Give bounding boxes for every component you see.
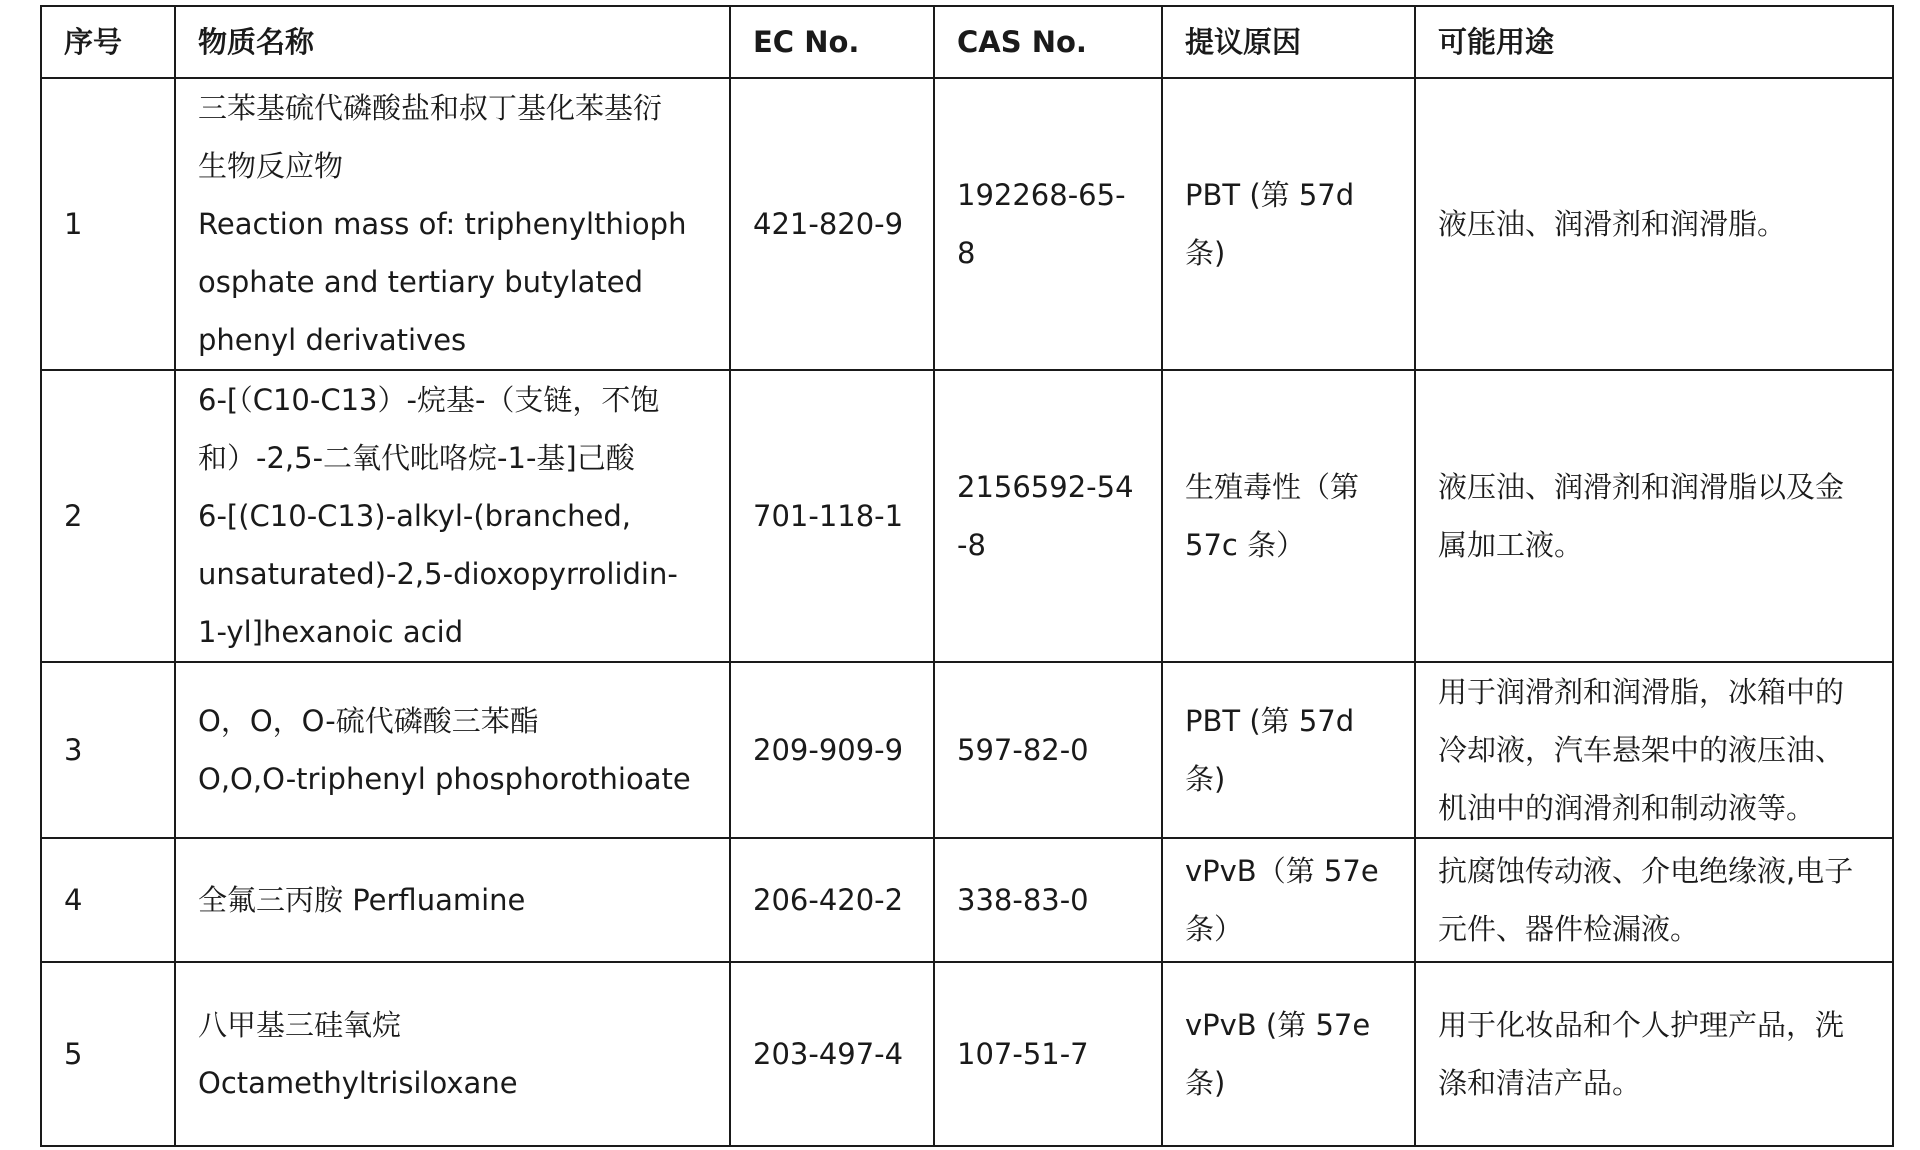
use-line: 液压油、润滑剂和润滑脂以及金 [1438,470,1845,504]
name-line: O，O，O-硫代磷酸三苯酯 [198,704,539,738]
cell-serial-no: 4 [41,838,175,962]
cas-line: 2156592-54 [957,470,1134,504]
name-line: 生物反应物 [198,149,344,183]
header-cas-no: CAS No. [934,6,1162,78]
table-header [41,6,1893,78]
cell-reason [1162,662,1415,838]
name-line: 6-[(C10-C13)-alkyl-(branched, [198,499,631,533]
use-line: 涤和清洁产品。 [1438,1066,1642,1100]
document-page [40,5,1894,1147]
reason-line: 条) [1185,236,1226,270]
name-line: 1-yl]hexanoic acid [198,615,464,649]
reason-line: vPvB (第 57e [1185,1008,1371,1042]
cell-possible-uses [1415,370,1893,662]
name-line: 全氟三丙胺 Perfluamine [198,883,526,917]
substance-table [40,5,1894,1147]
reason-line: 生殖毒性（第 [1185,470,1360,504]
cell-serial-no: 3 [41,662,175,838]
cell-serial-no: 2 [41,370,175,662]
cell-reason [1162,78,1415,370]
name-line: phenyl derivatives [198,323,467,357]
cell-substance-name [175,78,730,370]
name-line: unsaturated)-2,5-dioxopyrrolidin- [198,557,678,591]
header-substance-name: 物质名称 [175,6,730,78]
cell-substance-name [175,838,730,962]
reason-line: PBT (第 57d [1185,178,1355,212]
reason-line: PBT (第 57d [1185,704,1355,738]
header-row [41,6,1893,78]
use-line: 机油中的润滑剂和制动液等。 [1438,791,1816,825]
cell-ec-no: 206-420-2 [730,838,934,962]
cell-possible-uses [1415,962,1893,1146]
cell-possible-uses [1415,838,1893,962]
cell-cas-no [934,838,1162,962]
cell-substance-name [175,662,730,838]
name-line: O,O,O-triphenyl phosphorothioate [198,762,691,796]
reason-line: 条) [1185,1066,1226,1100]
header-ec-no: EC No. [730,6,934,78]
cell-ec-no: 701-118-1 [730,370,934,662]
cell-reason [1162,838,1415,962]
cell-cas-no [934,370,1162,662]
cell-possible-uses [1415,78,1893,370]
use-line: 用于润滑剂和润滑脂，冰箱中的 [1438,675,1845,709]
use-line: 液压油、润滑剂和润滑脂。 [1438,207,1787,241]
name-line: 三苯基硫代磷酸盐和叔丁基化苯基衍 [198,91,663,125]
cell-serial-no: 5 [41,962,175,1146]
reason-line: vPvB（第 57e [1185,854,1379,888]
cell-serial-no: 1 [41,78,175,370]
use-line: 属加工液。 [1438,528,1584,562]
use-line: 元件、器件检漏液。 [1438,912,1700,946]
cell-cas-no [934,962,1162,1146]
cell-cas-no [934,78,1162,370]
cell-ec-no: 209-909-9 [730,662,934,838]
cell-ec-no: 203-497-4 [730,962,934,1146]
cas-line: 192268-65- [957,178,1126,212]
use-line: 抗腐蚀传动液、介电绝缘液,电子 [1438,854,1854,888]
cell-substance-name [175,962,730,1146]
cell-reason [1162,962,1415,1146]
table-row [41,78,1893,370]
name-line: osphate and tertiary butylated [198,265,644,299]
header-possible-uses: 可能用途 [1415,6,1893,78]
cell-possible-uses [1415,662,1893,838]
name-line: 6-[（C10-C13）-烷基-（支链，不饱 [198,383,660,417]
table-row [41,370,1893,662]
use-line: 用于化妆品和个人护理产品，洗 [1438,1008,1845,1042]
cell-cas-no [934,662,1162,838]
table-row [41,962,1893,1146]
cas-line: 597-82-0 [957,733,1089,767]
cas-line: 107-51-7 [957,1037,1089,1071]
header-reason: 提议原因 [1162,6,1415,78]
cas-line: 8 [957,236,976,270]
table-row [41,662,1893,838]
cell-ec-no: 421-820-9 [730,78,934,370]
use-line: 冷却液，汽车悬架中的液压油、 [1438,733,1845,767]
cell-substance-name [175,370,730,662]
name-line: Octamethyltrisiloxane [198,1066,518,1100]
reason-line: 57c 条） [1185,528,1306,562]
name-line: 八甲基三硅氧烷 [198,1008,402,1042]
table-body [41,78,1893,1146]
reason-line: 条) [1185,762,1226,796]
header-serial-no: 序号 [41,6,175,78]
name-line: 和）-2,5-二氧代吡咯烷-1-基]己酸 [198,441,635,475]
cas-line: 338-83-0 [957,883,1089,917]
reason-line: 条） [1185,912,1244,946]
table-row [41,838,1893,962]
name-line: Reaction mass of: triphenylthioph [198,207,687,241]
cas-line: -8 [957,528,986,562]
cell-reason [1162,370,1415,662]
